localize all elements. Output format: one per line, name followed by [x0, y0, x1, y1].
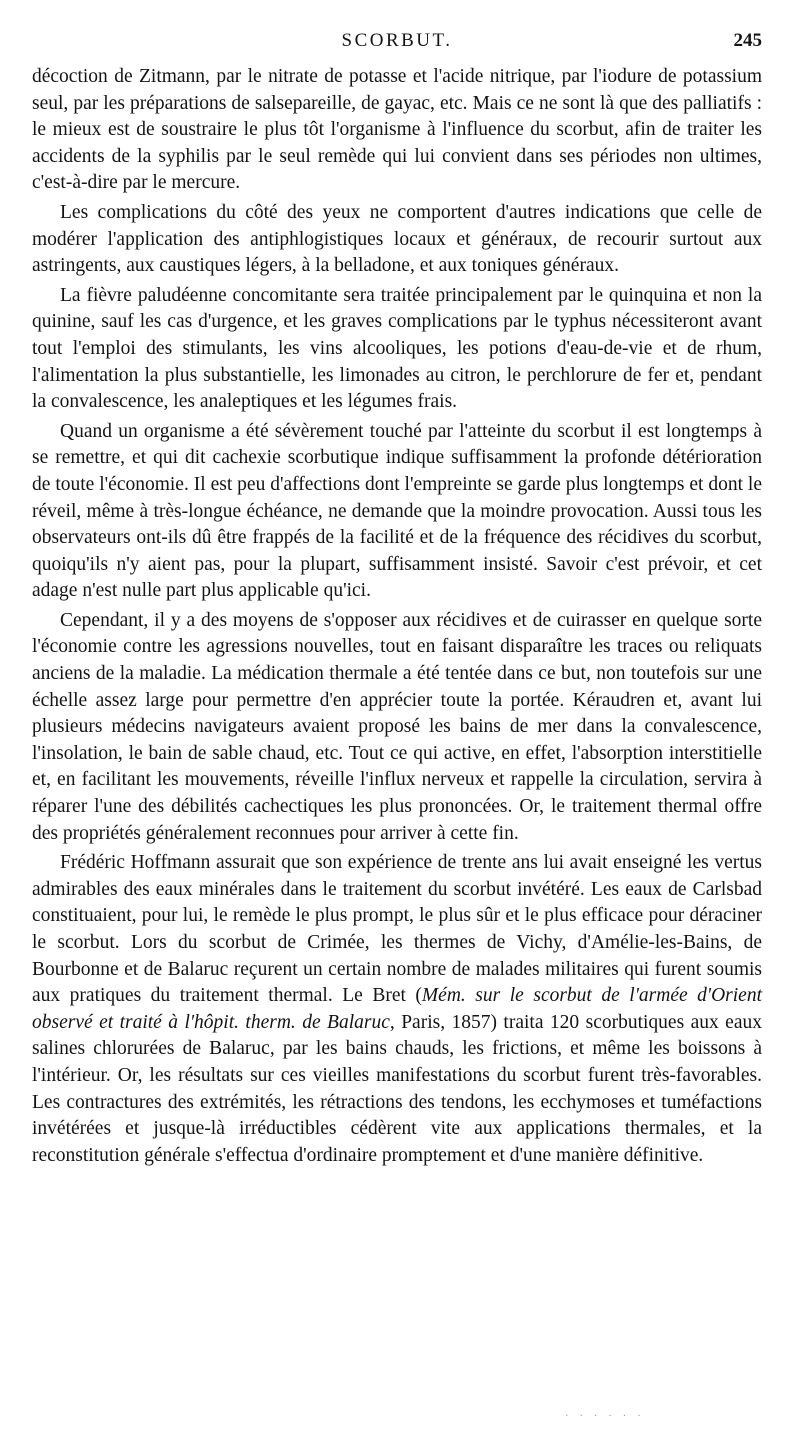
citation-title: Mém. sur le scorbut de l'armée d'Orient observé et traité à l'hôpit. therm. de Balaruc [32, 985, 762, 1033]
paragraph-text-before-citation: Frédéric Hoffmann assurait que son expérience de trente ans lui avait enseigné les vertus admirables des eaux minérales dans le traitement du scorbut invétéré. Les eaux de Carlsbad constituaient, pour lui, le remède le plus prompt, le plus sûr et le plus efficace pour déraciner le scorbut. Lors du scorbut de Crimée, les thermes de Vichy, d'Amélie-les-Bains, de Bourbonne et de Balaruc reçurent un certain nombre de malades militaires qui furent soumis aux pratiques du traitement thermal. Le Bret ( [32, 852, 762, 1007]
paragraph-scorbutic-cachexia: Quand un organisme a été sévèrement touché par l'atteinte du scorbut il est longtemps à se remettre, et qui dit cachexie scorbutique indique suffisamment la profonde détérioration de toute l'économie. Il est peu d'affections dont l'empreinte se garde plus longtemps et dont le réveil, même à très-longue échéance, ne demande que la moindre provocation. Aussi tous les observateurs ont-ils dû être frappés de la facilité et de la fréquence des récidives du scorbut, quoiqu'ils n'y aient pas, pour la plupart, suffisamment insisté. Savoir c'est prévoir, et cet adage n'est nulle part plus applicable qu'ici. [32, 420, 762, 602]
running-title: SCORBUT. [341, 30, 453, 51]
paragraph-hoffmann-mineral-waters [32, 850, 762, 1169]
paragraph-text-after-citation: , Paris, 1857) traita 120 scorbutiques aux eaux salines chlorurées de Balaruc, par les bains chauds, les frictions, et même les boissons à l'intérieur. Or, les résultats sur ces vieilles manifestations du scorbut furent très-favorables. Les contractures des extrémités, les rétractions des tendons, les ecchymoses et tuméfactions invétérées et jusque-là irréductibles cédèrent vite aux applications thermales, et la reconstitution générale s'effectua d'ordinaire promptement et d'une manière définitive. [32, 1011, 762, 1166]
paragraph-eye-complications: Les complications du côté des yeux ne comportent d'autres indications que celle de modérer l'application des antiphlogistiques locaux et généraux, de recourir surtout aux astringents, aux caustiques légers, à la belladone, et aux toniques généraux. [32, 201, 762, 277]
page-number: 245 [733, 30, 762, 51]
print-specks: · · · · · · [565, 1410, 645, 1422]
body-text [32, 64, 762, 1172]
paragraph-thermal-medication: Cependant, il y a des moyens de s'opposer aux récidives et de cuirasser en quelque sorte l'économie contre les agressions nouvelles, tout en faisant disparaître les traces ou reliquats anciens de la maladie. La médication thermale a été tentée dans ce but, non toutefois sur une échelle assez large pour permettre d'en apprécier toute la portée. Kéraudren et, avant lui plusieurs médecins navigateurs avaient proposé les bains de mer dans la convalescence, l'insolation, le bain de sable chaud, etc. Tout ce qui active, en effet, l'absorption interstitielle et, en facilitant les mouvements, réveille l'influx nerveux et rappelle la circulation, servira à réparer l'une des débilités cachectiques les plus prononcées. Or, le traitement thermal offre des propriétés généralement reconnues pour arriver à cette fin. [32, 609, 762, 844]
paragraph-malarial-fever: La fièvre paludéenne concomitante sera traitée principalement par le quinquina et non la quinine, sauf les cas d'urgence, et les graves complications par le typhus nécessiteront avant tout l'emploi des stimulants, les vins alcooliques, les potions d'eau-de-vie et de rhum, l'alimentation la plus substantielle, les limonades au citron, le perchlorure de fer et, pendant la convalescence, les analeptiques et les légumes frais. [32, 284, 762, 413]
paragraph-syphilis-treatment: décoction de Zitmann, par le nitrate de potasse et l'acide nitrique, par l'iodure de potassium seul, par les préparations de salsepareille, de gayac, etc. Mais ce ne sont là que des palliatifs : le mieux est de soustraire le plus tôt l'organisme à l'influence du scorbut, afin de traiter les accidents de la syphilis par le seul remède qui lui convient dans ses périodes non ultimes, c'est-à-dire par le mercure. [32, 66, 762, 194]
page-header [32, 30, 762, 56]
